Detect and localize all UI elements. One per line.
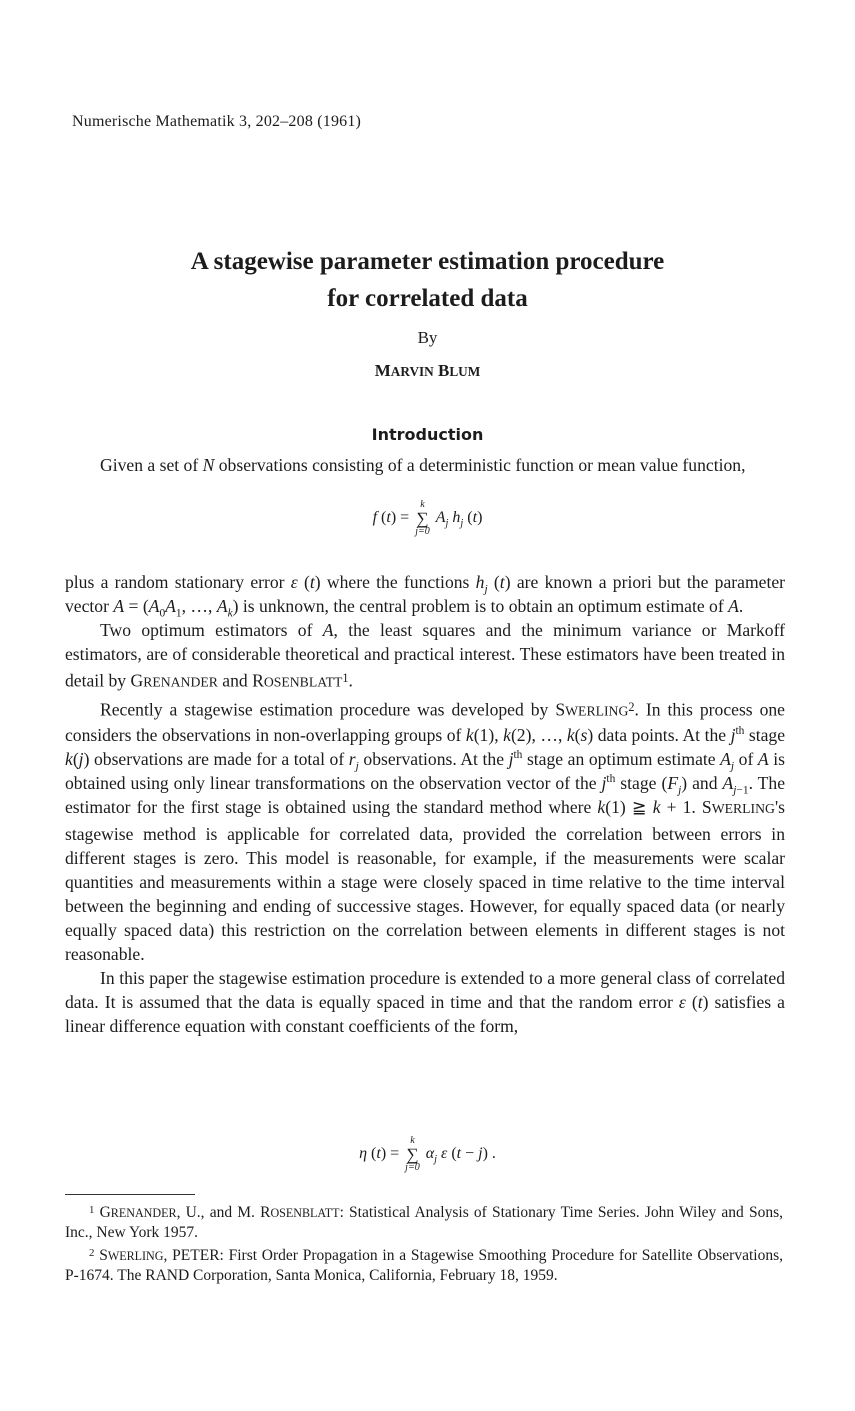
paragraph-2: plus a random stationary error ε (t) where the functions $h_j$ (t) are known a priori but the parameter vector $A = (A_0A_1$, …, $A_k$) is unknown, the central problem is to obtain an optimum estimate of A. Two optimum estimators of A, the least squares and the minimum variance or Markoff estimators, are of considerable theoretical and practical interest. These estimators have been treated in detail by GRENANDER and ROSENBLATT$^1$. Recently a stagewise estimation procedure was developed by SWERLING$^2$. In this process one considers the observations in non-overlapping groups of k(1), k(2), …, k(s) data points. At the $j^{th}$ stage k(j) observations are made for a total of $r_j$ observations. At the $j^{th}$ stage an optimum estimate $A_j$ of A is obtained using only linear transformations on the observation vector of the $j^{th}$ stage $(F_j)$ and $A_{j-1}$. The estimator for the first stage is obtained using the standard method where k(1) ≧ k + 1. SWERLING's stagewise method is applicable for correlated data, provided the correlation between errors in different stages is zero. This model is reasonable, for example, if the measurements were scalar quantities and measurements within a stage were closely spaced in time relative to the time interval between the beginning and ending of successive stages. However, for equally spaced data (or nearly equally spaced data) this restriction on the correlation between elements in different stages is not reasonable. In this paper the stagewise estimation procedure is extended to a more general class of correlated data. It is assumed that the data is equally spaced in time and that the random error ε (t) satisfies a linear difference equation with constant coefficients of the form, [65,572,786,1037]
equation-2-rhs: $\alpha_j$ ε (t − j) . [425,1145,496,1166]
section-heading: Introduction [371,425,484,444]
equation-1-rhs: $A_j$ $h_j$ (t) [435,509,483,530]
equation-1 [0,500,855,537]
paper-title [0,243,855,317]
footnote-divider [65,1194,195,1195]
summation-symbol: k ∑ j=0 [415,499,430,537]
equation-1-lhs: f (t) = [372,509,410,527]
title-line-1: A stagewise parameter estimation procedure [190,248,665,275]
summation-symbol: k ∑ j=0 [405,1135,420,1173]
journal-header: Numerische Mathematik 3, 202–208 (1961) [72,113,362,130]
footnotes [65,1200,783,1287]
paragraph-1: Given a set of N observations consisting of a deterministic function or mean value function, [100,455,746,475]
equation-2 [0,1136,855,1173]
author-name: MARVIN BLUM [374,361,481,380]
footnote-2: $^2$ SWERLING, PETER: First Order Propagation in a Stagewise Smoothing Procedure for Satellite Observations, P-1674. The RAND Corporation, Santa Monica, California, February 18, 1959. [65,1247,783,1285]
title-line-2: for correlated data [327,285,528,312]
by-line: By [417,328,438,347]
equation-2-lhs: η (t) = [359,1145,400,1163]
footnote-1: $^1$ GRENANDER, U., and M. ROSENBLATT: Statistical Analysis of Stationary Time Series. John Wiley and Sons, Inc., New York 1957. [65,1203,783,1242]
